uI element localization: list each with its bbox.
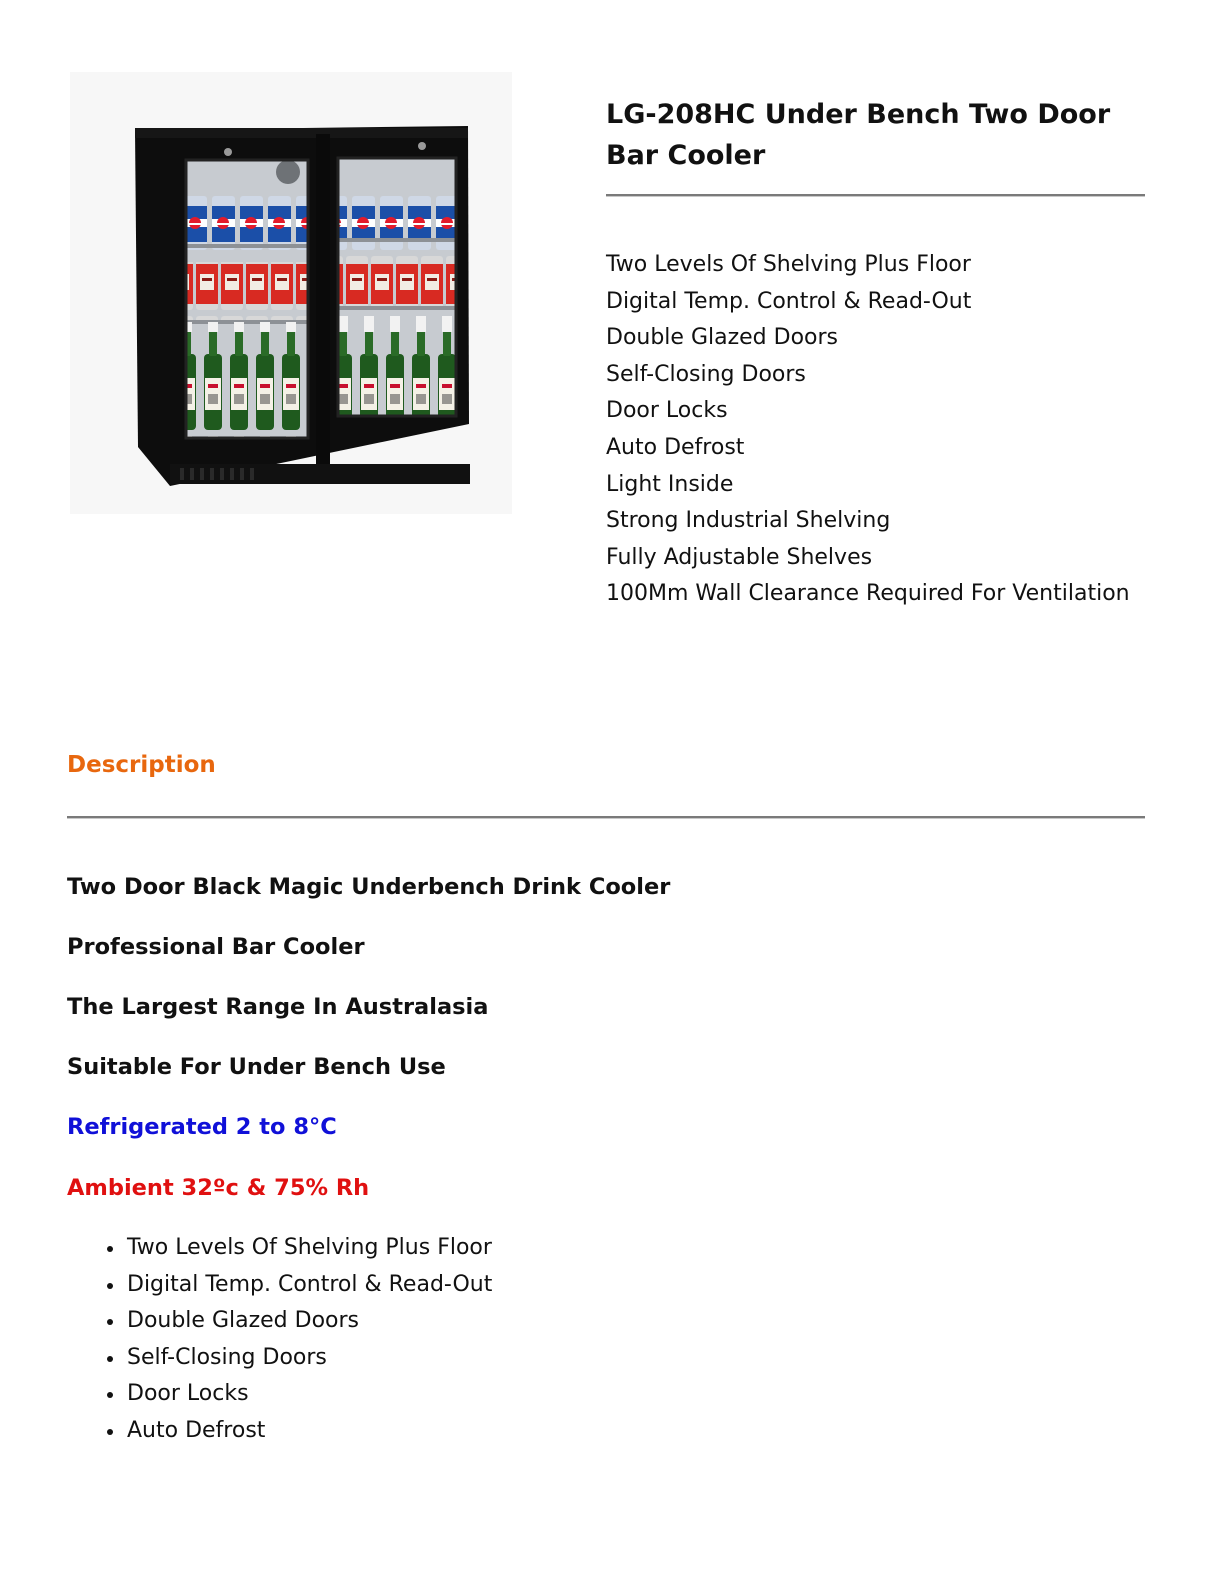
ambient-rating: Ambient 32ºc & 75% Rh: [67, 1175, 370, 1201]
feature-item: Digital Temp. Control & Read-Out: [606, 288, 972, 314]
feature-list: [606, 247, 1146, 613]
feature-item: Strong Industrial Shelving: [606, 508, 891, 534]
bullet-item: Double Glazed Doors: [127, 1303, 492, 1340]
feature-item: Double Glazed Doors: [606, 325, 838, 351]
description-bullet-list: [127, 1230, 492, 1450]
bullet-item: Auto Defrost: [127, 1413, 492, 1450]
description-line: The Largest Range In Australasia: [67, 994, 489, 1020]
bullet-item: Two Levels Of Shelving Plus Floor: [127, 1230, 492, 1267]
product-title: LG-208HC Under Bench Two Door Bar Cooler: [606, 99, 1111, 171]
feature-item: Auto Defrost: [606, 434, 745, 460]
bullet-item: Door Locks: [127, 1376, 492, 1413]
feature-item: 100Mm Wall Clearance Required For Ventilation: [606, 581, 1130, 607]
description-heading: Description: [67, 752, 216, 778]
feature-item: Door Locks: [606, 398, 728, 424]
description-divider: [67, 816, 1145, 819]
feature-item: Fully Adjustable Shelves: [606, 544, 873, 570]
bullet-item: Digital Temp. Control & Read-Out: [127, 1267, 492, 1304]
title-divider: [606, 194, 1145, 197]
product-image: [70, 72, 512, 514]
feature-item: Self-Closing Doors: [606, 361, 806, 387]
bullet-item: Self-Closing Doors: [127, 1340, 492, 1377]
description-line: Two Door Black Magic Underbench Drink Cooler: [67, 874, 671, 900]
feature-item: Two Levels Of Shelving Plus Floor: [606, 252, 971, 277]
refrigerated-range: Refrigerated 2 to 8°C: [67, 1114, 337, 1140]
feature-item: Light Inside: [606, 471, 734, 497]
description-line: Professional Bar Cooler: [67, 934, 365, 960]
description-line: Suitable For Under Bench Use: [67, 1054, 446, 1080]
